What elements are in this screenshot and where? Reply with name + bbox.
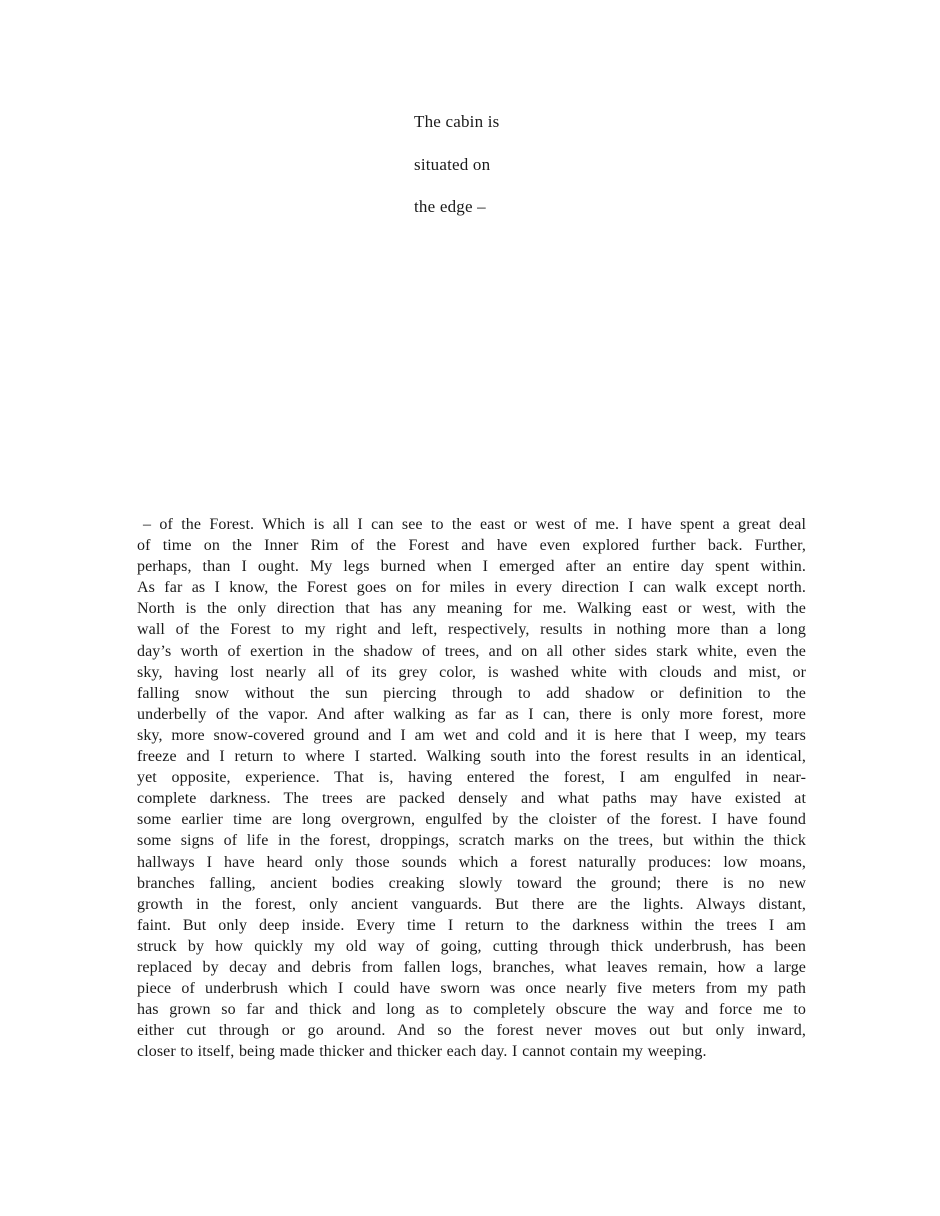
body-line: has grown so far and thick and long as to completely obscure the way and force me to <box>137 1001 806 1019</box>
body-line: closer to itself, being made thicker and thicker each day. I cannot contain my weeping. <box>137 1043 707 1061</box>
body-line: wall of the Forest to my right and left, respectively, results in nothing more than a long <box>137 621 806 639</box>
body-line: some signs of life in the forest, droppings, scratch marks on the trees, but within the thick <box>137 832 806 850</box>
body-line: – of the Forest. Which is all I can see to the east or west of me. I have spent a great deal <box>143 516 806 533</box>
body-line: sky, more snow-covered ground and I am wet and cold and it is here that I weep, my tears <box>137 726 806 744</box>
body-line: branches falling, ancient bodies creaking slowly toward the ground; there is no new <box>137 874 806 892</box>
opening-verse <box>414 101 499 229</box>
body-line: day’s worth of exertion in the shadow of trees, and on all other sides stark white, even the <box>137 642 806 660</box>
body-line: As far as I know, the Forest goes on for miles in every direction I can walk except north. <box>137 579 806 597</box>
body-line: some earlier time are long overgrown, engulfed by the cloister of the forest. I have found <box>137 811 806 829</box>
body-line: falling snow without the sun piercing through to add shadow or definition to the <box>137 684 806 702</box>
body-line: faint. But only deep inside. Every time I return to the darkness within the trees I am <box>137 916 806 934</box>
body-line: either cut through or go around. And so the forest never moves out but only inward, <box>137 1022 806 1040</box>
body-line: North is the only direction that has any meaning for me. Walking east or west, with the <box>137 600 806 618</box>
opening-line-3: the edge – <box>414 197 486 216</box>
body-line: freeze and I return to where I started. Walking south into the forest results in an identical, <box>137 748 806 766</box>
body-line: piece of underbrush which I could have sworn was once nearly five meters from my path <box>137 980 806 998</box>
body-line: hallways I have heard only those sounds which a forest naturally produces: low moans, <box>137 853 806 871</box>
body-line: complete darkness. The trees are packed densely and what paths may have existed at <box>137 790 806 808</box>
body-paragraph <box>137 514 806 1062</box>
body-line: underbelly of the vapor. And after walking as far as I can, there is only more forest, more <box>137 705 806 723</box>
body-line: perhaps, than I ought. My legs burned when I emerged after an entire day spent within. <box>137 558 806 576</box>
body-line: replaced by decay and debris from fallen logs, branches, what leaves remain, how a large <box>137 958 806 976</box>
opening-line-1: The cabin is <box>414 112 500 131</box>
body-line: growth in the forest, only ancient vanguards. But there are the lights. Always distant, <box>137 895 806 913</box>
body-line: of time on the Inner Rim of the Forest and have even explored further back. Further, <box>137 537 806 555</box>
body-line: struck by how quickly my old way of going, cutting through thick underbrush, has been <box>137 937 806 955</box>
body-line: sky, having lost nearly all of its grey color, is washed white with clouds and mist, or <box>137 663 806 681</box>
body-line: yet opposite, experience. That is, having entered the forest, I am engulfed in near- <box>137 769 806 787</box>
opening-line-2: situated on <box>414 154 491 174</box>
